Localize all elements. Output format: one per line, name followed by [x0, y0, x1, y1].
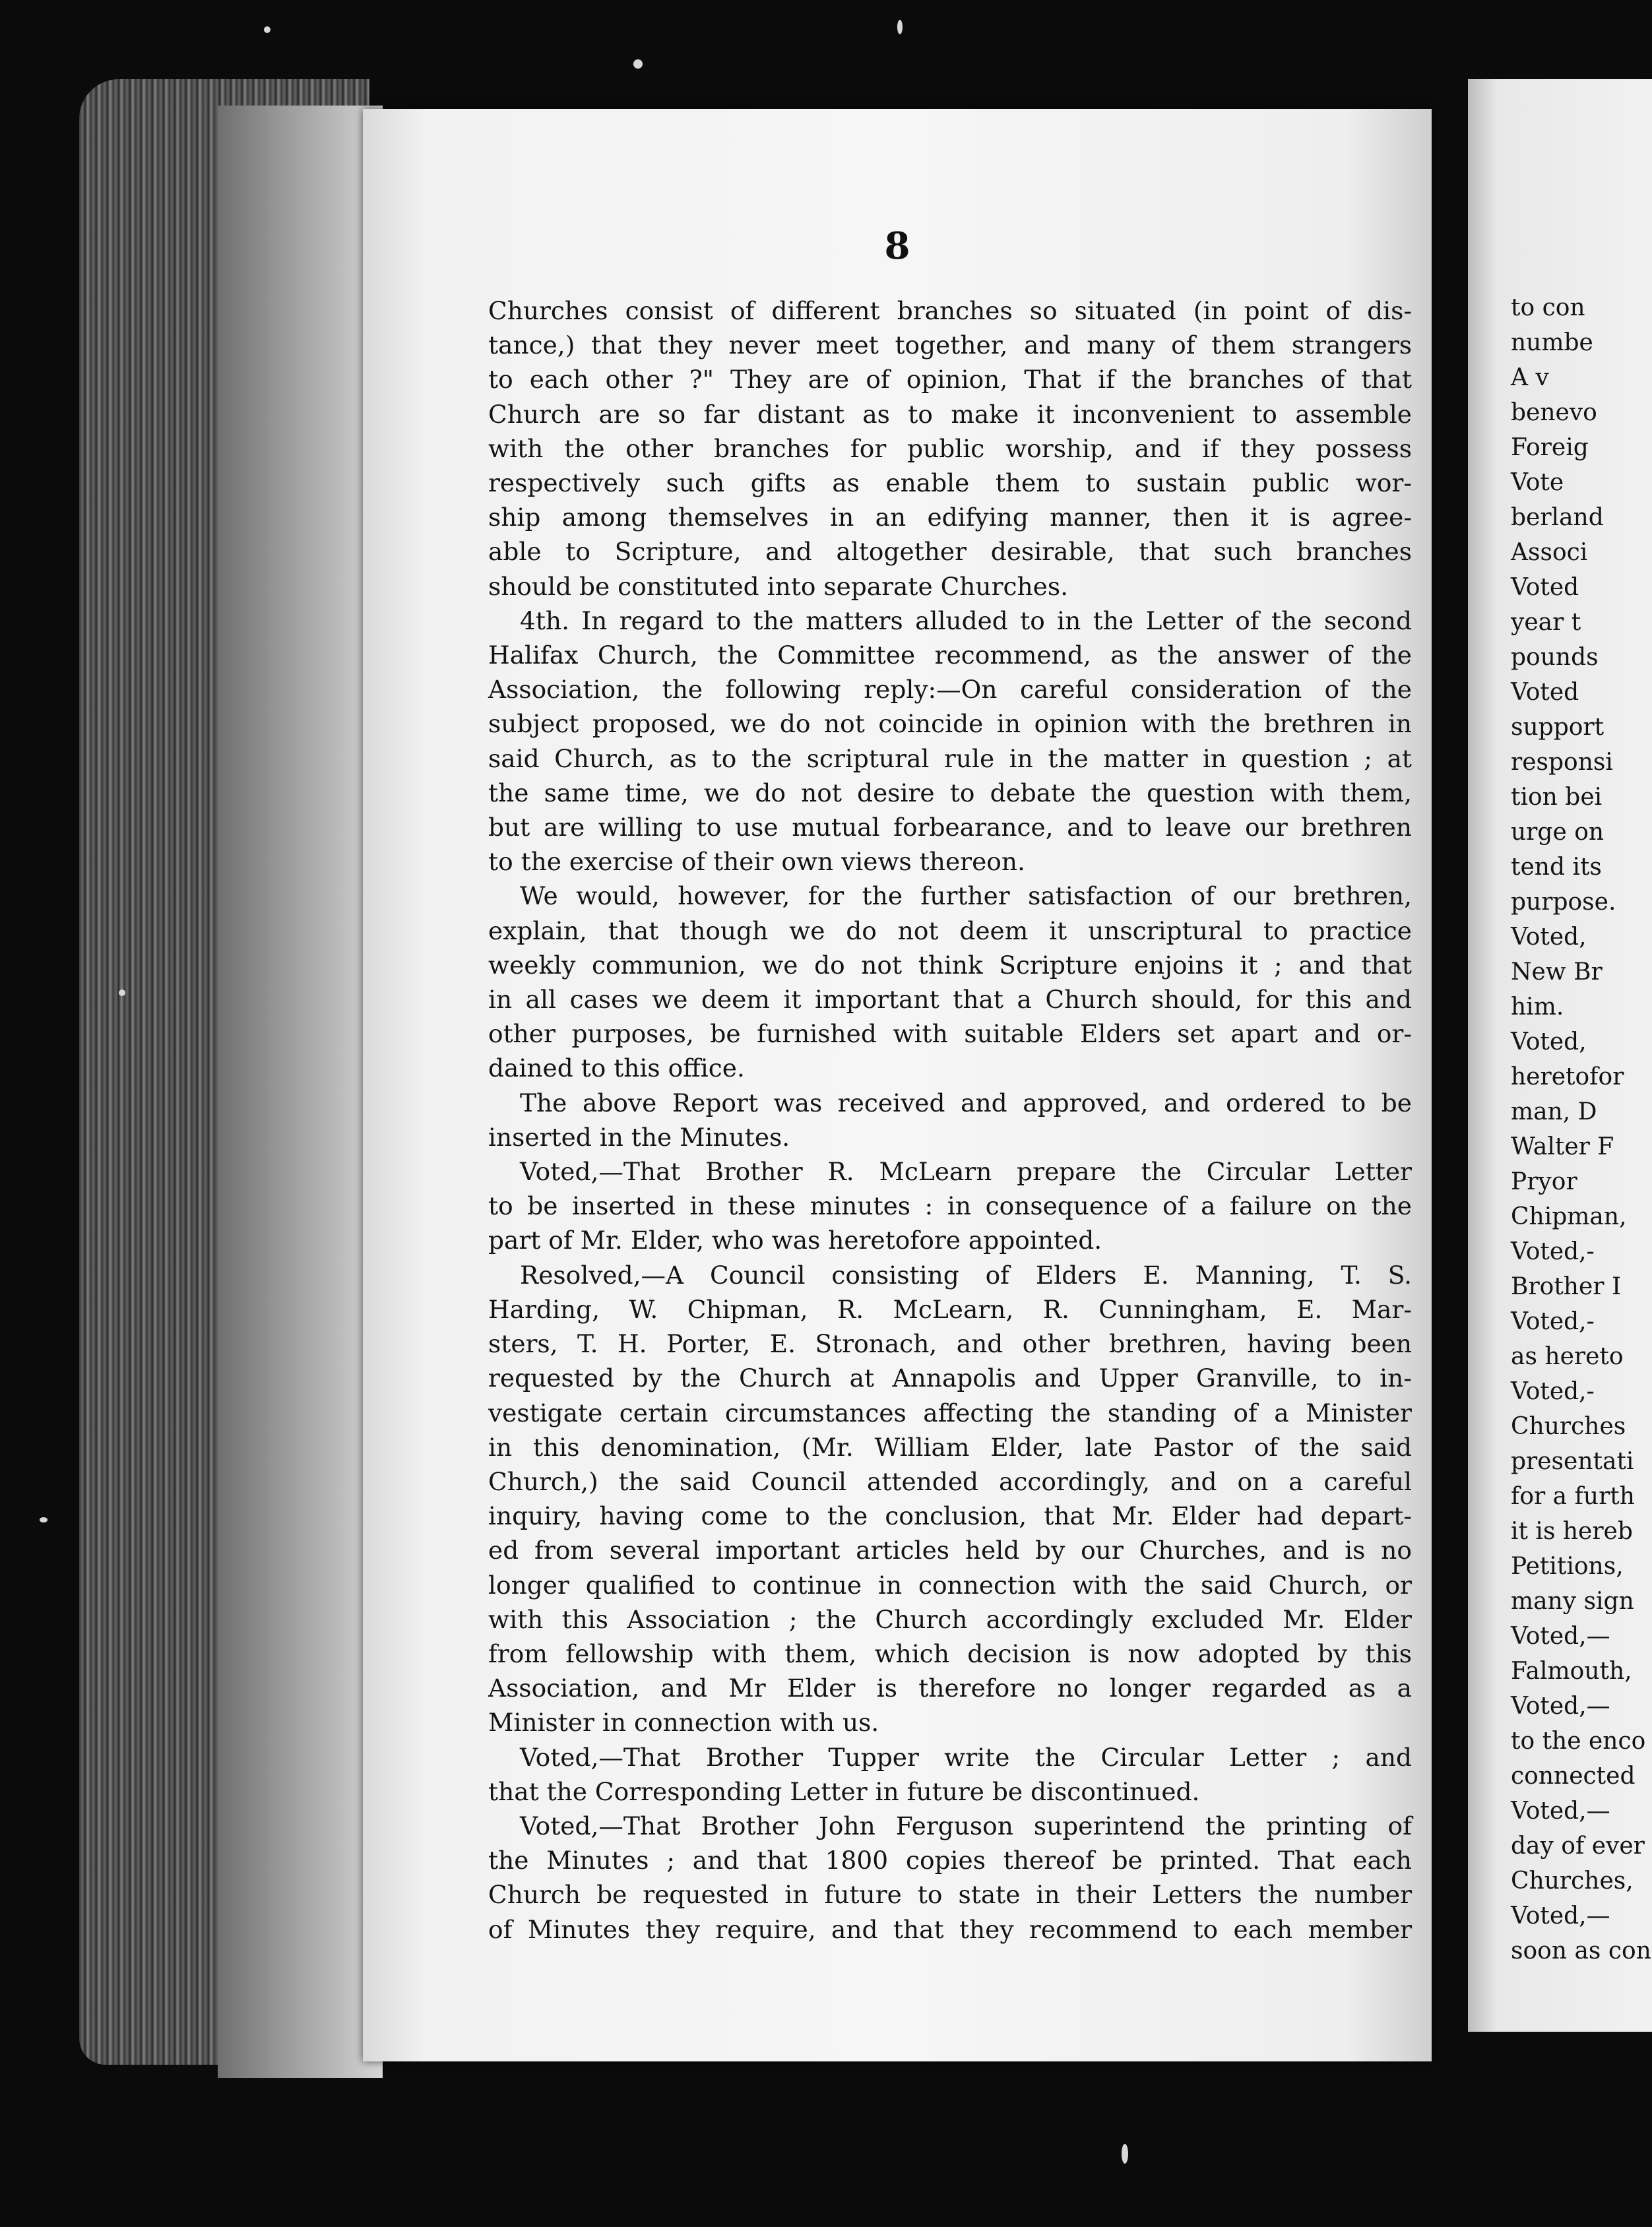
text-line: with this Association ; the Church accordingly excluded Mr. Elder: [488, 1604, 1412, 1634]
right-text-line: purpose.: [1511, 889, 1616, 916]
dust-speck: [264, 26, 270, 33]
text-line: The above Report was received and approved, and ordered to be: [520, 1088, 1412, 1117]
text-line: able to Scripture, and altogether desirable, that such branches: [488, 537, 1412, 567]
right-text-line: man, D: [1511, 1098, 1597, 1125]
right-text-line: connected: [1511, 1763, 1636, 1790]
right-text-line: berland: [1511, 504, 1604, 531]
text-line: We would, however, for the further satisfaction of our brethren,: [520, 881, 1412, 911]
text-line: Church are so far distant as to make it inconvenient to assemble: [488, 399, 1412, 429]
text-line: in all cases we deem it important that a Church should, for this and: [488, 985, 1412, 1015]
right-text-line: Chipman,: [1511, 1203, 1627, 1230]
text-line: respectively such gifts as enable them to sustain public wor-: [488, 468, 1412, 498]
right-text-line: it is hereb: [1511, 1518, 1633, 1545]
right-text-line: Voted,—: [1511, 1623, 1610, 1650]
text-line: Voted,—That Brother R. McLearn prepare the Circular Letter: [520, 1157, 1412, 1187]
text-line: part of Mr. Elder, who was heretofore appointed.: [488, 1226, 1102, 1255]
right-text-line: pounds: [1511, 644, 1599, 671]
right-text-line: Pryor: [1511, 1168, 1577, 1195]
right-text-line: him.: [1511, 993, 1564, 1020]
right-text-line: Voted,—: [1511, 1693, 1610, 1720]
text-line: Church,) the said Council attended accordingly, and on a careful: [488, 1466, 1412, 1496]
text-line: inquiry, having come to the conclusion, that Mr. Elder had depart-: [488, 1501, 1412, 1531]
text-line: the same time, we do not desire to debate the question with them,: [488, 778, 1412, 807]
dust-speck: [119, 989, 125, 996]
text-line: Voted,—That Brother John Ferguson superintend the printing of: [520, 1811, 1412, 1840]
right-text-line: tend its: [1511, 854, 1602, 881]
text-line: to each other ?" They are of opinion, That if the branches of that: [488, 365, 1412, 394]
right-text-line: Voted: [1511, 574, 1579, 601]
text-line: but are willing to use mutual forbearance, and to leave our brethren: [488, 813, 1412, 842]
right-text-line: Voted,-: [1511, 1308, 1595, 1335]
text-line: said Church, as to the scriptural rule in the matter in question ; at: [488, 743, 1412, 773]
text-line: Voted,—That Brother Tupper write the Circular Letter ; and: [520, 1742, 1412, 1772]
dust-speck: [897, 20, 903, 34]
text-line: 4th. In regard to the matters alluded to in the Letter of the second: [520, 606, 1412, 635]
right-text-line: Voted,—: [1511, 1902, 1610, 1929]
left-page: [363, 109, 1432, 2061]
text-line: Halifax Church, the Committee recommend, as the answer of the: [488, 641, 1412, 670]
text-line: Harding, W. Chipman, R. McLearn, R. Cunningham, E. Mar-: [488, 1294, 1412, 1324]
right-text-line: Foreig: [1511, 434, 1589, 461]
text-line: vestigate certain circumstances affecting the standing of a Minister: [488, 1398, 1412, 1427]
right-text-line: urge on: [1511, 819, 1604, 846]
right-text-line: Voted: [1511, 679, 1579, 706]
right-text-line: responsi: [1511, 749, 1613, 776]
dust-speck: [1122, 2144, 1128, 2164]
right-text-line: Falmouth,: [1511, 1658, 1632, 1685]
dust-speck: [633, 59, 643, 69]
right-text-line: Petitions,: [1511, 1553, 1624, 1580]
text-line: ed from several important articles held by our Churches, and is no: [488, 1536, 1412, 1565]
text-line: to the exercise of their own views thereon.: [488, 847, 1025, 877]
right-text-line: benevo: [1511, 399, 1597, 426]
right-text-line: Voted,: [1511, 1028, 1587, 1055]
right-text-line: heretofor: [1511, 1063, 1624, 1090]
text-line: Minister in connection with us.: [488, 1708, 879, 1738]
right-text-line: for a furth: [1511, 1483, 1635, 1510]
text-line: inserted in the Minutes.: [488, 1122, 790, 1152]
right-text-line: Voted,-: [1511, 1378, 1595, 1405]
text-line: the Minutes ; and that 1800 copies thereof be printed. That each: [488, 1846, 1412, 1875]
right-text-line: Churches,: [1511, 1867, 1634, 1895]
right-text-line: Walter F: [1511, 1133, 1614, 1160]
right-text-line: many sign: [1511, 1588, 1634, 1615]
text-line: tance,) that they never meet together, and many of them strangers: [488, 330, 1412, 360]
text-line: weekly communion, we do not think Scripture enjoins it ; and that: [488, 950, 1412, 980]
text-line: Resolved,—A Council consisting of Elders E. Manning, T. S.: [520, 1260, 1412, 1290]
right-page-text: [1511, 290, 1651, 1968]
text-line: from fellowship with them, which decision is now adopted by this: [488, 1639, 1412, 1668]
text-line: Churches consist of different branches so situated (in point of dis-: [488, 296, 1412, 325]
right-text-line: to con: [1511, 294, 1585, 321]
text-line: with the other branches for public worship, and if they possess: [488, 433, 1412, 463]
right-text-line: A v: [1511, 364, 1549, 391]
right-text-line: tion bei: [1511, 784, 1603, 811]
text-line: subject proposed, we do not coincide in opinion with the brethren in: [488, 709, 1412, 739]
right-text-line: numbe: [1511, 329, 1593, 356]
text-line: sters, T. H. Porter, E. Stronach, and other brethren, having been: [488, 1329, 1412, 1359]
text-line: in this denomination, (Mr. William Elder, late Pastor of the said: [488, 1432, 1412, 1462]
right-text-line: presentati: [1511, 1448, 1634, 1475]
text-line: of Minutes they require, and that they recommend to each member: [488, 1914, 1412, 1944]
right-text-line: Brother I: [1511, 1273, 1622, 1300]
right-text-line: Churches: [1511, 1413, 1626, 1440]
text-line: longer qualified to continue in connection with the said Church, or: [488, 1570, 1412, 1600]
text-line: explain, that though we do not deem it unscriptural to practice: [488, 916, 1412, 945]
text-line: Association, and Mr Elder is therefore no longer regarded as a: [488, 1674, 1412, 1703]
text-line: dained to this office.: [488, 1053, 745, 1083]
text-line: to be inserted in these minutes : in consequence of a failure on the: [488, 1191, 1412, 1221]
right-text-line: New Br: [1511, 958, 1603, 986]
right-text-line: Voted,—: [1511, 1798, 1610, 1825]
text-line: other purposes, be furnished with suitable Elders set apart and or-: [488, 1019, 1412, 1049]
right-text-line: support: [1511, 714, 1604, 741]
text-line: Church be requested in future to state in their Letters the number: [488, 1880, 1412, 1910]
right-text-line: Vote: [1511, 469, 1564, 496]
text-line: requested by the Church at Annapolis and Upper Granville, to in-: [488, 1364, 1412, 1393]
right-text-line: soon as con: [1511, 1937, 1651, 1964]
right-text-line: to the enco: [1511, 1728, 1646, 1755]
gutter-shadow: [218, 106, 383, 2078]
body-text: [488, 294, 1412, 1947]
text-line: that the Corresponding Letter in future be discontinued.: [488, 1776, 1200, 1806]
right-text-line: year t: [1511, 609, 1581, 636]
right-text-line: day of ever: [1511, 1833, 1645, 1860]
page-number: 8: [884, 224, 910, 268]
dust-speck: [40, 1517, 48, 1522]
text-line: ship among themselves in an edifying manner, then it is agree-: [488, 503, 1412, 532]
text-line: should be constituted into separate Churches.: [488, 571, 1069, 601]
right-page-fragment: [1468, 79, 1652, 2032]
right-text-line: as hereto: [1511, 1343, 1624, 1370]
right-text-line: Voted,-: [1511, 1238, 1595, 1265]
right-text-line: Voted,: [1511, 924, 1587, 951]
right-text-line: Associ: [1511, 539, 1588, 566]
text-line: Association, the following reply:—On careful consideration of the: [488, 675, 1412, 705]
